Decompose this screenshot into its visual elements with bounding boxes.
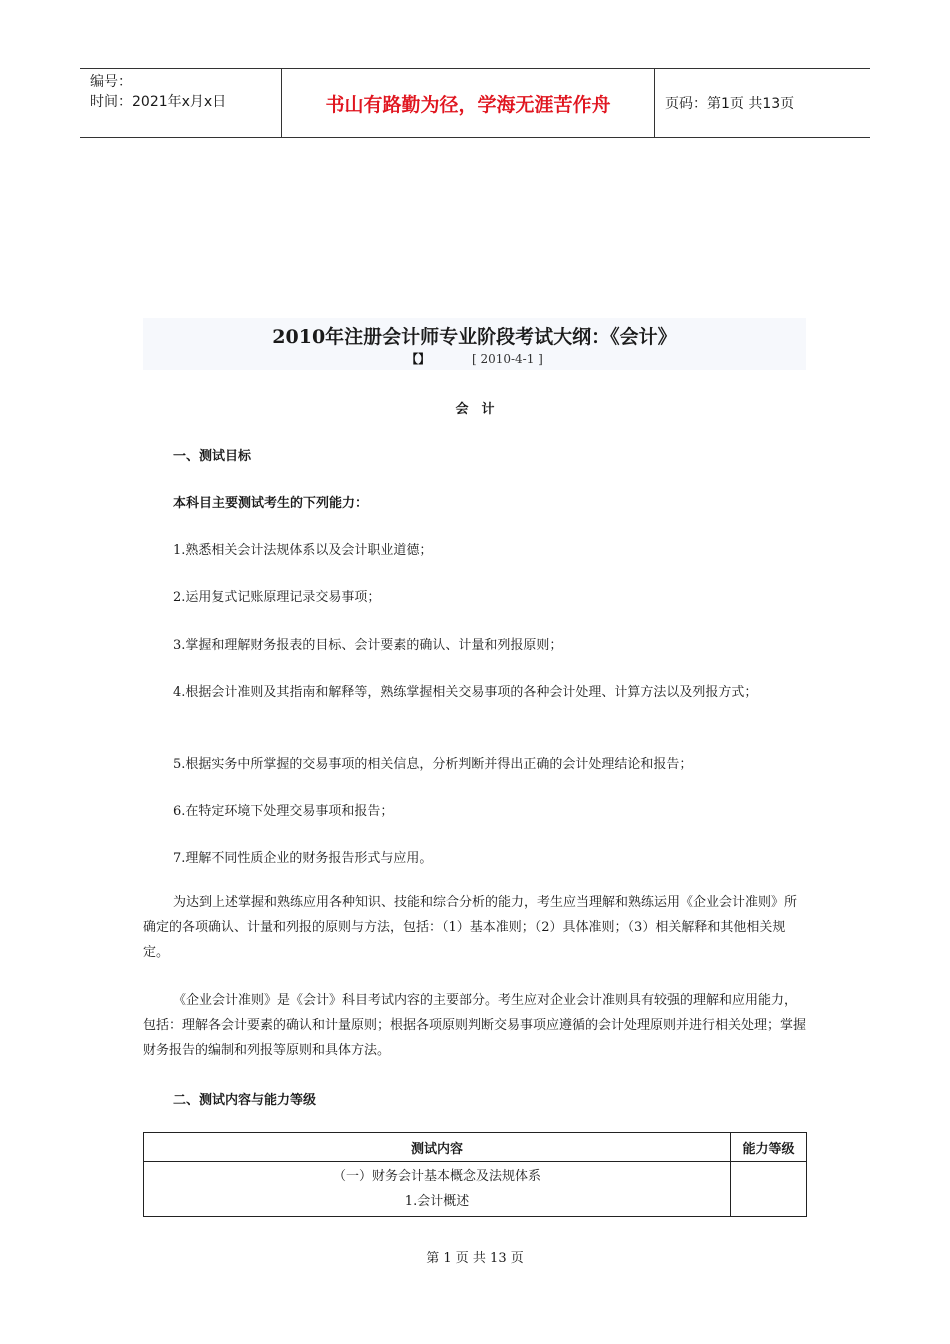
document-title: 2010年注册会计师专业阶段考试大纲：《会计》 xyxy=(272,326,677,348)
section2-heading: 二、测试内容与能力等级 xyxy=(173,1093,317,1108)
column-header-level: 能力等级 xyxy=(731,1133,807,1162)
header-meta-cell xyxy=(80,69,282,137)
document-date: [ 2010-4-1 ] xyxy=(471,352,543,366)
list-item: 1.熟悉相关会计法规体系以及会计职业道德； xyxy=(173,543,433,558)
time-label: 时间：2021年x月x日 xyxy=(90,94,227,110)
list-item: 7.理解不同性质企业的财务报告形式与应用。 xyxy=(173,851,433,866)
list-item: 5.根据实务中所掌握的交易事项的相关信息，分析判断并得出正确的会计处理结论和报告； xyxy=(173,757,693,772)
motto: 书山有路勤为径，学海无涯苦作舟 xyxy=(282,69,655,137)
list-item: 6.在特定环境下处理交易事项和报告； xyxy=(173,804,394,819)
page-footer: 第 1 页 共 13 页 xyxy=(426,1251,524,1266)
content-line: 1.会计概述 xyxy=(404,1194,470,1209)
list-item: 4.根据会计准则及其指南和解释等，熟练掌握相关交易事项的各种会计处理、计算方法以及列报方式； xyxy=(173,685,758,700)
paragraph: 为达到上述掌握和熟练应用各种知识、技能和综合分析的能力，考生应当理解和熟练运用《企业会计准则》所确定的各项确认、计量和列报的原则与方法，包括：（1）基本准则；（2）具体准则；（3）相关解释和其他相关规定。 xyxy=(143,895,798,960)
intro-text: 本科目主要测试考生的下列能力： xyxy=(173,496,369,511)
syllabus-table xyxy=(143,1132,807,1217)
table-header-row xyxy=(144,1133,807,1162)
number-label: 编号： xyxy=(90,74,132,90)
table-row xyxy=(144,1162,807,1217)
column-header-content: 测试内容 xyxy=(144,1133,731,1162)
list-item: 2.运用复式记账原理记录交易事项； xyxy=(173,590,381,605)
subject-heading: 会 计 xyxy=(455,402,495,417)
section1-heading: 一、测试目标 xyxy=(173,449,252,464)
bracket-mark: 【】 xyxy=(406,352,431,366)
list-item: 3.掌握和理解财务报表的目标、会计要素的确认、计量和列报原则； xyxy=(173,638,563,653)
table-cell-content xyxy=(144,1162,731,1217)
content-line: （一）财务会计基本概念及法规体系 xyxy=(332,1169,541,1184)
page-info: 页码：第1页 共13页 xyxy=(665,96,795,112)
paragraph: 《企业会计准则》是《会计》科目考试内容的主要部分。考生应对企业会计准则具有较强的理解和应用能力，包括：理解各会计要素的确认和计量原则；根据各项原则判断交易事项应遵循的会计处理原则并进行相关处理；掌握财务报告的编制和列报等原则和具体方法。 xyxy=(143,993,807,1058)
table-cell-level xyxy=(731,1162,807,1217)
document-header xyxy=(80,68,870,138)
document-subtitle xyxy=(143,350,806,367)
